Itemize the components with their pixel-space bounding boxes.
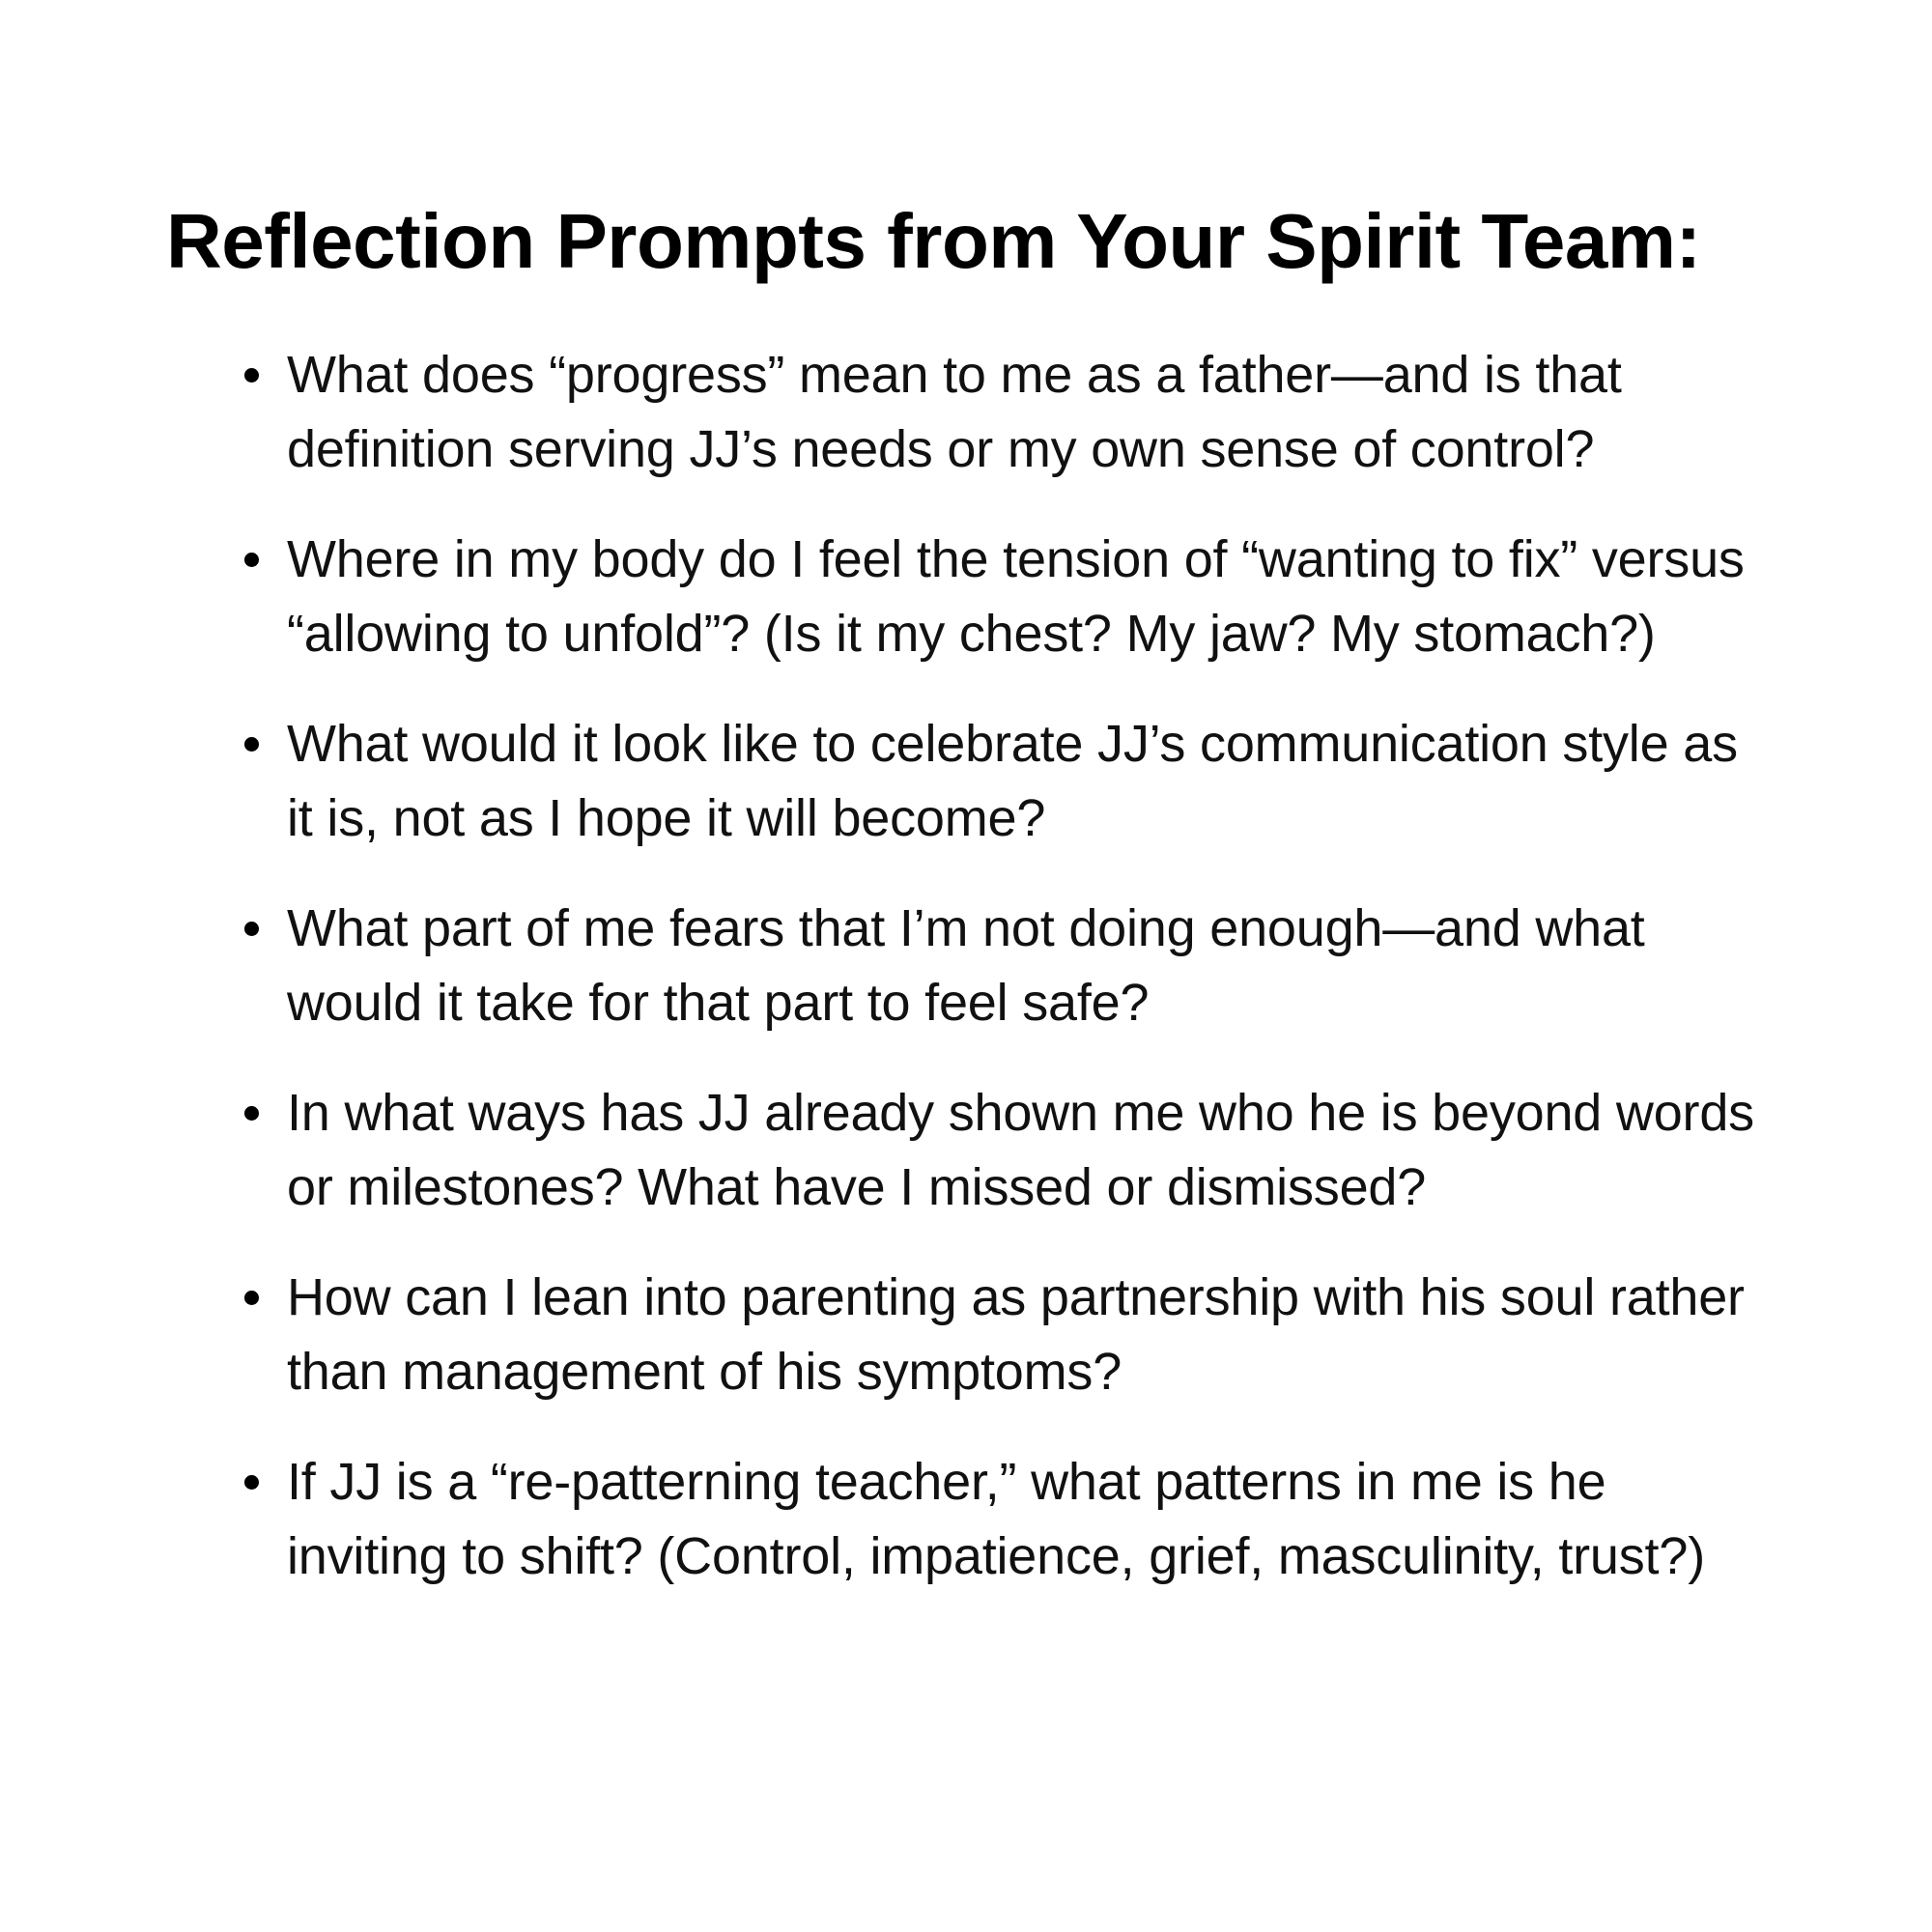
bullet-dot-icon [244,922,259,936]
prompt-text: What would it look like to celebrate JJ’s communication style as it is, not as I hope it will become? [287,715,1738,847]
bullet-dot-icon [244,1475,259,1490]
bullet-dot-icon [244,1291,259,1305]
bullet-dot-icon [244,368,259,383]
prompt-item-5 [232,1076,1758,1225]
bullet-dot-icon [244,737,259,752]
prompt-text: If JJ is a “re-patterning teacher,” what patterns in me is he inviting to shift? (Control, impatience, grief, masculinity, trust?) [287,1453,1705,1585]
prompt-item-6 [232,1261,1758,1409]
prompt-item-1 [232,338,1758,487]
prompt-text: What does “progress” mean to me as a father—and is that definition serving JJ’s needs or my own sense of control? [287,346,1622,478]
prompt-item-3 [232,707,1758,856]
page-title: Reflection Prompts from Your Spirit Team: [166,198,1701,284]
bullet-dot-icon [244,553,259,567]
reflection-prompt-list [232,338,1758,1630]
prompt-item-2 [232,523,1758,671]
prompt-text: Where in my body do I feel the tension of “wanting to fix” versus “allowing to unfold”? (Is it my chest? My jaw? My stomach?) [287,530,1745,663]
prompt-text: How can I lean into parenting as partnership with his soul rather than management of his symptoms? [287,1268,1745,1401]
prompt-item-7 [232,1445,1758,1594]
bullet-dot-icon [244,1106,259,1121]
prompt-text: In what ways has JJ already shown me who he is beyond words or milestones? What have I missed or dismissed? [287,1084,1754,1216]
prompt-text: What part of me fears that I’m not doing enough—and what would it take for that part to feel safe? [287,899,1645,1032]
prompt-item-4 [232,892,1758,1040]
